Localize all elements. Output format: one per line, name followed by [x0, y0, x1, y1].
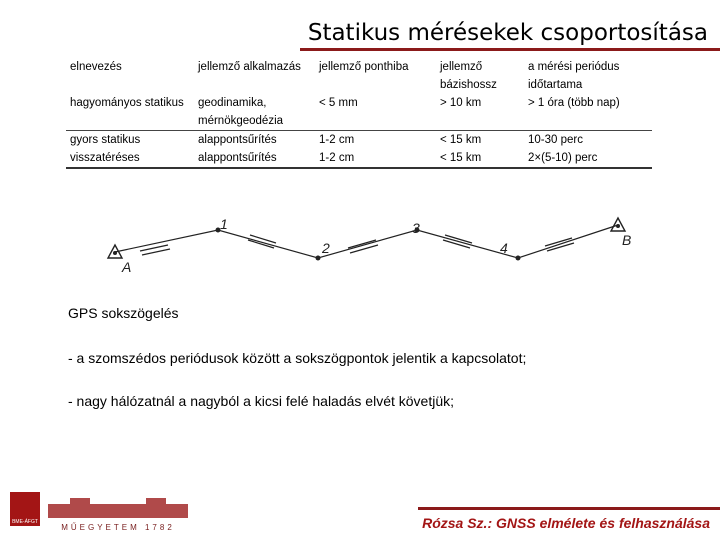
header-cell: jellemző ponthiba: [319, 61, 409, 73]
header-cell: elnevezés: [70, 61, 122, 73]
gps-traverse-diagram: [100, 205, 640, 285]
table-cell: > 10 km: [436, 94, 524, 131]
table-cell: 1-2 cm: [315, 149, 436, 168]
table-cell: < 5 mm: [315, 94, 436, 131]
bullet-2: - nagy hálózatnál a nagyból a kicsi felé haladás elvét követjük;: [68, 393, 455, 409]
label-a: A: [122, 259, 132, 275]
table-cell: geodinamika, mérnökgeodézia: [194, 94, 315, 131]
label-1: 1: [220, 216, 228, 232]
table-row: [66, 131, 652, 150]
point-2: [316, 256, 321, 261]
point-4: [516, 256, 521, 261]
title-underline: [300, 48, 720, 51]
table-cell: visszatéréses: [66, 149, 194, 168]
section-heading: GPS sokszögelés: [68, 305, 179, 321]
label-3: 3: [412, 220, 420, 236]
header-cell: jellemző alkalmazás: [198, 61, 301, 73]
traverse-line: [115, 225, 618, 258]
baseline-ticks: [140, 235, 574, 255]
table-cell: 2×(5-10) perc: [524, 149, 652, 168]
logo-wordmark: MŰEGYETEM 1782: [61, 523, 175, 532]
label-4: 4: [500, 240, 508, 256]
header-cell: jellemző bázishossz: [440, 61, 497, 91]
table-row: [66, 149, 652, 168]
footer-rule: [418, 507, 720, 510]
table-cell: < 15 km: [440, 134, 482, 146]
table-header-row: [66, 58, 652, 94]
table-cell: 10-30 perc: [528, 134, 583, 146]
table-cell: alappontsűrítés: [198, 134, 277, 146]
table-cell: 1-2 cm: [319, 134, 355, 146]
logo-badge-text: BME-ÁFGT: [12, 519, 38, 525]
table-cell: alappontsűrítés: [194, 149, 315, 168]
table-row: [66, 94, 652, 131]
label-2: 2: [322, 240, 330, 256]
table-cell: gyors statikus: [70, 134, 141, 146]
table-cell: > 1 óra (több nap): [524, 94, 652, 131]
label-b: B: [622, 232, 632, 248]
page-title: Statikus mérésekek csoportosítása: [307, 20, 708, 46]
station-b: [611, 218, 625, 231]
table-cell: < 15 km: [436, 149, 524, 168]
footer-credit: Rózsa Sz.: GNSS elmélete és felhasználása: [422, 515, 710, 531]
building-icon: [48, 504, 188, 518]
measurement-table: [66, 58, 652, 169]
table-cell: hagyományos statikus: [66, 94, 194, 131]
bullet-1: - a szomszédos periódusok között a sokszögpontok jelentik a kapcsolatot;: [68, 350, 527, 366]
header-cell: a mérési periódus időtartama: [528, 61, 620, 91]
university-logo: [10, 490, 190, 534]
